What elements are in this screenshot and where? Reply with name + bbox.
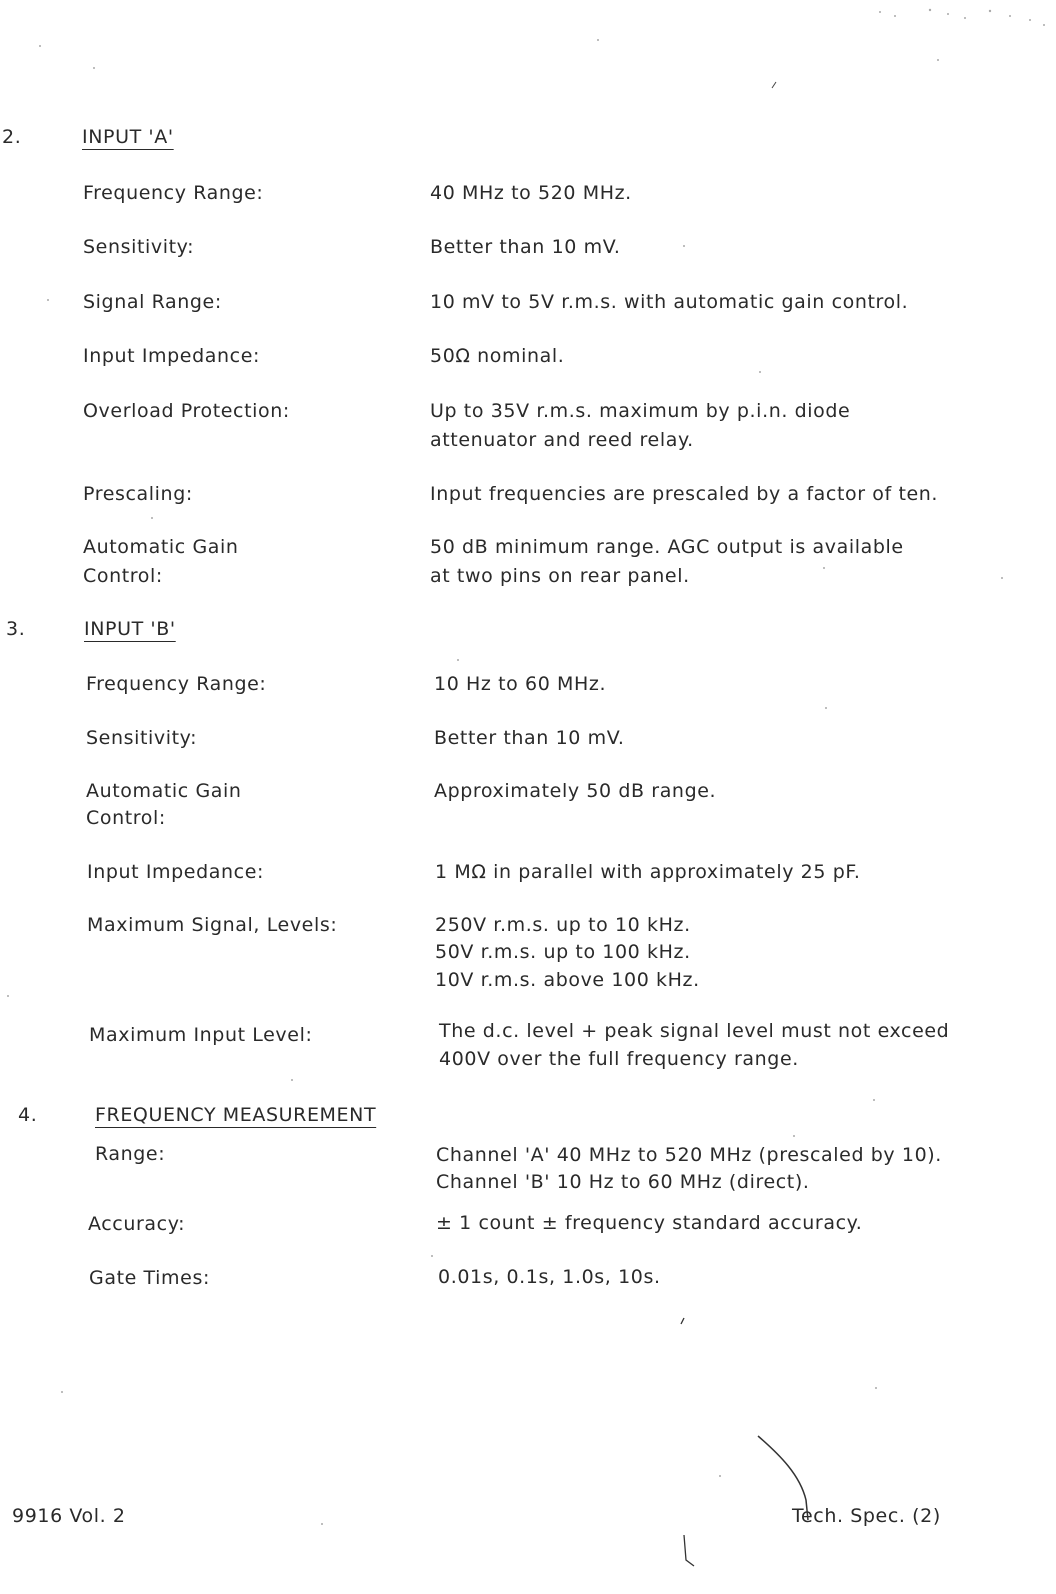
spec-label: Signal Range:: [83, 291, 222, 313]
spec-value: Input frequencies are prescaled by a factor of ten.: [430, 483, 939, 505]
pencil-stroke: [772, 82, 776, 88]
spec-label: Prescaling:: [83, 483, 193, 505]
spec-value: 400V over the full frequency range.: [439, 1048, 799, 1070]
spec-value: 40 MHz to 520 MHz.: [430, 182, 632, 204]
section-heading: INPUT 'B': [84, 618, 176, 640]
spec-label: Input Impedance:: [87, 861, 264, 883]
pencil-stroke: [684, 1535, 694, 1566]
spec-label: Frequency Range:: [86, 673, 267, 695]
spec-value: 50Ω nominal.: [430, 345, 565, 367]
spec-value: Channel 'B' 10 Hz to 60 MHz (direct).: [436, 1171, 810, 1193]
section-heading: INPUT 'A': [82, 126, 174, 148]
spec-value: 50V r.m.s. up to 100 kHz.: [435, 941, 691, 963]
spec-value: ± 1 count ± frequency standard accuracy.: [436, 1212, 863, 1234]
section-number: 2.: [2, 126, 22, 148]
footer-page-label: Tech. Spec. (2): [792, 1505, 941, 1527]
spec-value: at two pins on rear panel.: [430, 565, 690, 587]
spec-label: Automatic Gain: [86, 780, 242, 802]
spec-value: The d.c. level + peak signal level must not exceed: [439, 1020, 950, 1042]
spec-label: Overload Protection:: [83, 400, 290, 422]
spec-value: 10 mV to 5V r.m.s. with automatic gain control.: [430, 291, 909, 313]
spec-label: Accuracy:: [88, 1213, 186, 1235]
spec-label: Control:: [86, 807, 166, 829]
footer-document-id: 9916 Vol. 2: [12, 1505, 126, 1527]
spec-value: Up to 35V r.m.s. maximum by p.i.n. diode: [430, 400, 851, 422]
section-heading: FREQUENCY MEASUREMENT: [95, 1104, 377, 1126]
spec-value: attenuator and reed relay.: [430, 429, 694, 451]
spec-value: 10 Hz to 60 MHz.: [434, 673, 607, 695]
spec-label: Maximum Input Level:: [89, 1024, 313, 1046]
spec-value: 1 MΩ in parallel with approximately 25 pF.: [435, 861, 861, 883]
spec-label: Frequency Range:: [83, 182, 264, 204]
spec-value: 0.01s, 0.1s, 1.0s, 10s.: [438, 1266, 661, 1288]
spec-label: Control:: [83, 565, 163, 587]
pencil-stroke: [758, 1436, 808, 1520]
spec-label: Range:: [95, 1143, 166, 1165]
pencil-stroke: [681, 1318, 684, 1324]
spec-value: Better than 10 mV.: [430, 236, 621, 258]
spec-label: Gate Times:: [89, 1267, 210, 1289]
spec-value: Channel 'A' 40 MHz to 520 MHz (prescaled by 10).: [436, 1144, 942, 1166]
spec-label: Maximum Signal, Levels:: [87, 914, 338, 936]
spec-label: Input Impedance:: [83, 345, 260, 367]
spec-label: Automatic Gain: [83, 536, 239, 558]
spec-label: Sensitivity:: [83, 236, 195, 258]
spec-value: 250V r.m.s. up to 10 kHz.: [435, 914, 691, 936]
spec-value: 10V r.m.s. above 100 kHz.: [435, 969, 700, 991]
spec-value: 50 dB minimum range. AGC output is available: [430, 536, 904, 558]
section-number: 4.: [18, 1104, 38, 1126]
spec-value: Better than 10 mV.: [434, 727, 625, 749]
spec-value: Approximately 50 dB range.: [434, 780, 717, 802]
scan-noise: [7, 9, 1045, 1525]
section-number: 3.: [6, 618, 26, 640]
spec-label: Sensitivity:: [86, 727, 198, 749]
